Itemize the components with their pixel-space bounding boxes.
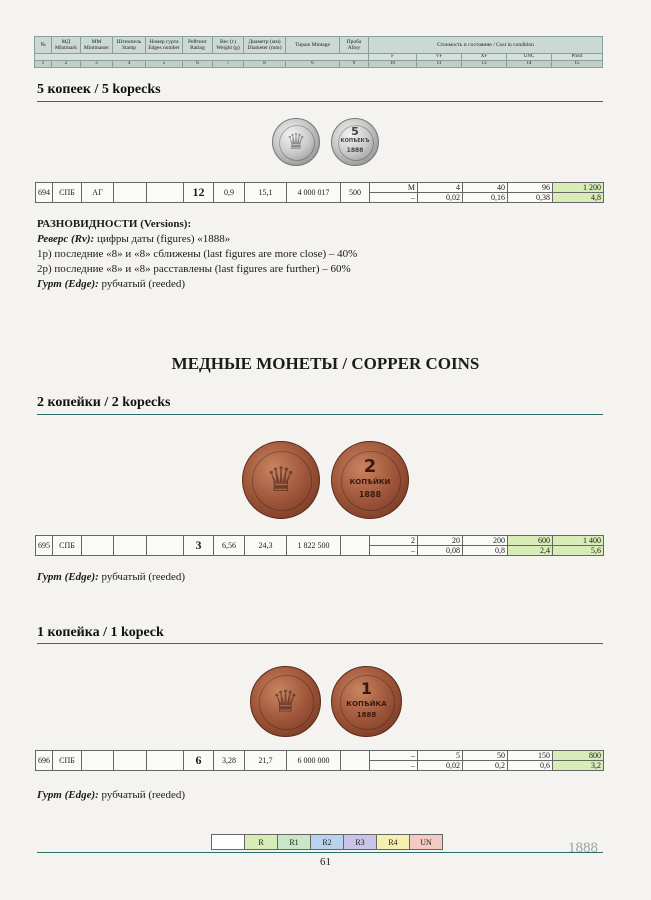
- hdr-cond-xf: XF: [462, 54, 507, 61]
- rarity-legend: [211, 834, 443, 850]
- edge-line: Гурт (Edge): рубчатый (reeded): [37, 278, 186, 290]
- price-vf: 20: [418, 536, 463, 546]
- row-mintmaster: АГ: [82, 183, 114, 203]
- weight-xf: 0,2: [463, 761, 508, 771]
- hdr-cond-unc: UNC: [507, 54, 552, 61]
- hdr-colnum: 7: [213, 61, 244, 68]
- row-diameter: 24,3: [245, 536, 287, 556]
- row-weight: 3,28: [214, 751, 245, 771]
- weight-vf: 0,08: [418, 546, 463, 556]
- legend-blank: [212, 835, 245, 850]
- row-mintmark: СПБ: [53, 183, 82, 203]
- section-divider: [37, 101, 603, 102]
- row-mintage: 6 000 000: [287, 751, 341, 771]
- hdr-weight: Вес (г) Weight (g): [213, 37, 244, 54]
- row-mintmark: СПБ: [53, 751, 82, 771]
- legend-r2: R2: [311, 835, 344, 850]
- row-diameter: 15,1: [245, 183, 287, 203]
- eagle-icon: ♛: [286, 129, 306, 154]
- coin-5k-obverse: [272, 118, 320, 166]
- coin-year: 1888: [356, 711, 377, 719]
- row-stamp: [114, 536, 147, 556]
- eagle-icon: ♛: [265, 462, 297, 499]
- row-num: 695: [36, 536, 53, 556]
- price-xf: 50: [463, 751, 508, 761]
- copper-coins-heading: МЕДНЫЕ МОНЕТЫ / COPPER COINS: [171, 354, 480, 373]
- hdr-colnum: 5: [146, 61, 183, 68]
- row-diameter: 21,7: [245, 751, 287, 771]
- section-title-1-kopeck: 1 копейка / 1 kopeck: [37, 625, 164, 640]
- coin-legend: КОПѢЙКА: [346, 700, 387, 708]
- hdr-num: №: [35, 37, 52, 54]
- coin-denomination: 5: [351, 125, 359, 138]
- hdr-colnum: 15: [552, 61, 603, 68]
- coin-denomination: 1: [360, 679, 373, 698]
- price-vf: 5: [418, 751, 463, 761]
- section-title-2-kopecks: 2 копейки / 2 kopecks: [37, 395, 171, 410]
- eagle-icon: ♛: [272, 685, 299, 718]
- row-mintage: 4 000 017: [287, 183, 341, 203]
- price-proof: 800: [553, 751, 604, 761]
- weight-xf: 0,16: [463, 193, 508, 203]
- price-unc: 600: [508, 536, 553, 546]
- weight-unc: 0,6: [508, 761, 553, 771]
- price-f: –: [370, 751, 418, 761]
- hdr-colnum: 13: [462, 61, 507, 68]
- catalog-header-table: [34, 36, 603, 68]
- hdr-colnum: 1: [35, 61, 52, 68]
- row-num: 696: [36, 751, 53, 771]
- legend-r3: R3: [344, 835, 377, 850]
- row-mintmaster: [82, 536, 114, 556]
- hdr-colnum: 9: [340, 61, 369, 68]
- versions-heading: РАЗНОВИДНОСТИ (Versions):: [37, 218, 192, 230]
- row-edges: [147, 751, 184, 771]
- coin-legend: КОПѢЙКИ: [349, 478, 391, 486]
- legend-r4: R4: [377, 835, 410, 850]
- hdr-stamp: Штемпель Stamp: [113, 37, 146, 54]
- hdr-colnum: 2: [52, 61, 81, 68]
- row-edges: [147, 183, 184, 203]
- coin-denomination: 2: [363, 456, 377, 477]
- hdr-rating: Рейтинг Rating: [183, 37, 213, 54]
- row-mintmaster: [82, 751, 114, 771]
- price-f: М: [370, 183, 418, 193]
- price-f: 2: [370, 536, 418, 546]
- coin-row-694: [35, 182, 604, 203]
- row-alloy: 500: [341, 183, 370, 203]
- hdr-cond-vf: VF: [417, 54, 462, 61]
- edge-line: Гурт (Edge): рубчатый (reeded): [37, 571, 186, 583]
- row-edges: [147, 536, 184, 556]
- row-stamp: [114, 183, 147, 203]
- price-unc: 150: [508, 751, 553, 761]
- hdr-colnum: 6: [286, 61, 340, 68]
- coin-2k-reverse: [331, 441, 409, 519]
- hdr-edges: Номер гурта Edges number: [146, 37, 183, 54]
- weight-xf: 0,8: [463, 546, 508, 556]
- row-alloy: [341, 536, 370, 556]
- coin-row-695: [35, 535, 604, 556]
- hdr-diameter: Диаметр (мм) Diameter (mm): [244, 37, 286, 54]
- price-xf: 200: [463, 536, 508, 546]
- coin-1k-reverse: [331, 666, 402, 737]
- section-divider: [37, 643, 603, 644]
- hdr-cost: Стоимость и состояние / Cost in condition: [369, 37, 603, 54]
- coin-year: 1888: [358, 490, 382, 499]
- page-number: 61: [320, 856, 331, 868]
- hdr-colnum: 10: [369, 61, 417, 68]
- hdr-colnum: 6: [183, 61, 213, 68]
- hdr-colnum: 11: [417, 61, 462, 68]
- legend-r: R: [245, 835, 278, 850]
- version-2: 2р) последние «8» и «8» расставлены (last figures are further) – 60%: [37, 263, 351, 275]
- row-alloy: [341, 751, 370, 771]
- coin-row-696: [35, 750, 604, 771]
- weight-vf: 0,02: [418, 761, 463, 771]
- coin-year: 1888: [346, 147, 364, 154]
- hdr-colnum: 8: [244, 61, 286, 68]
- row-rating: 6: [184, 751, 214, 771]
- weight-unc: 2,4: [508, 546, 553, 556]
- hdr-mintmaster: ММ Mintmaster: [81, 37, 113, 54]
- edge-line: Гурт (Edge): рубчатый (reeded): [37, 789, 186, 801]
- weight-unc: 0,38: [508, 193, 553, 203]
- coin-5k-reverse: [331, 118, 379, 166]
- coin-1k-obverse: [250, 666, 321, 737]
- price-xf: 40: [463, 183, 508, 193]
- hdr-mintmark: МД Mintmark: [52, 37, 81, 54]
- legend-r1: R1: [278, 835, 311, 850]
- row-mintage: 1 822 500: [287, 536, 341, 556]
- row-weight: 6,56: [214, 536, 245, 556]
- hdr-mintage: Тираж Mintage: [286, 37, 340, 54]
- footer-divider: [37, 852, 603, 853]
- coin-legend: КОПѢЕКЪ: [340, 138, 370, 144]
- row-rating: 3: [184, 536, 214, 556]
- hdr-colnum: 4: [113, 61, 146, 68]
- hdr-alloy: Проба Alloy: [340, 37, 369, 54]
- row-weight: 0,9: [214, 183, 245, 203]
- hdr-cond-f: F: [369, 54, 417, 61]
- section-divider: [37, 414, 603, 415]
- weight-proof: 3,2: [553, 761, 604, 771]
- weight-f: –: [370, 193, 418, 203]
- hdr-colnum: 3: [81, 61, 113, 68]
- price-proof: 1 400: [553, 536, 604, 546]
- legend-un: UN: [410, 835, 443, 850]
- row-stamp: [114, 751, 147, 771]
- weight-vf: 0,02: [418, 193, 463, 203]
- row-mintmark: СПБ: [53, 536, 82, 556]
- weight-f: –: [370, 546, 418, 556]
- weight-f: –: [370, 761, 418, 771]
- year-mark: 1888: [568, 840, 598, 856]
- price-unc: 96: [508, 183, 553, 193]
- price-proof: 1 200: [553, 183, 604, 193]
- row-rating: 12: [184, 183, 214, 203]
- coin-2k-obverse: [242, 441, 320, 519]
- hdr-cond-proof: Proof: [552, 54, 603, 61]
- weight-proof: 4,8: [553, 193, 604, 203]
- price-vf: 4: [418, 183, 463, 193]
- version-1: 1р) последние «8» и «8» сближены (last figures are more close) – 40%: [37, 248, 358, 260]
- versions-rv-line: Реверс (Rv): цифры даты (figures) «1888»: [37, 233, 231, 245]
- weight-proof: 5,6: [553, 546, 604, 556]
- row-num: 694: [36, 183, 53, 203]
- section-title-5-kopecks: 5 копеек / 5 kopecks: [37, 82, 161, 97]
- hdr-colnum: 14: [507, 61, 552, 68]
